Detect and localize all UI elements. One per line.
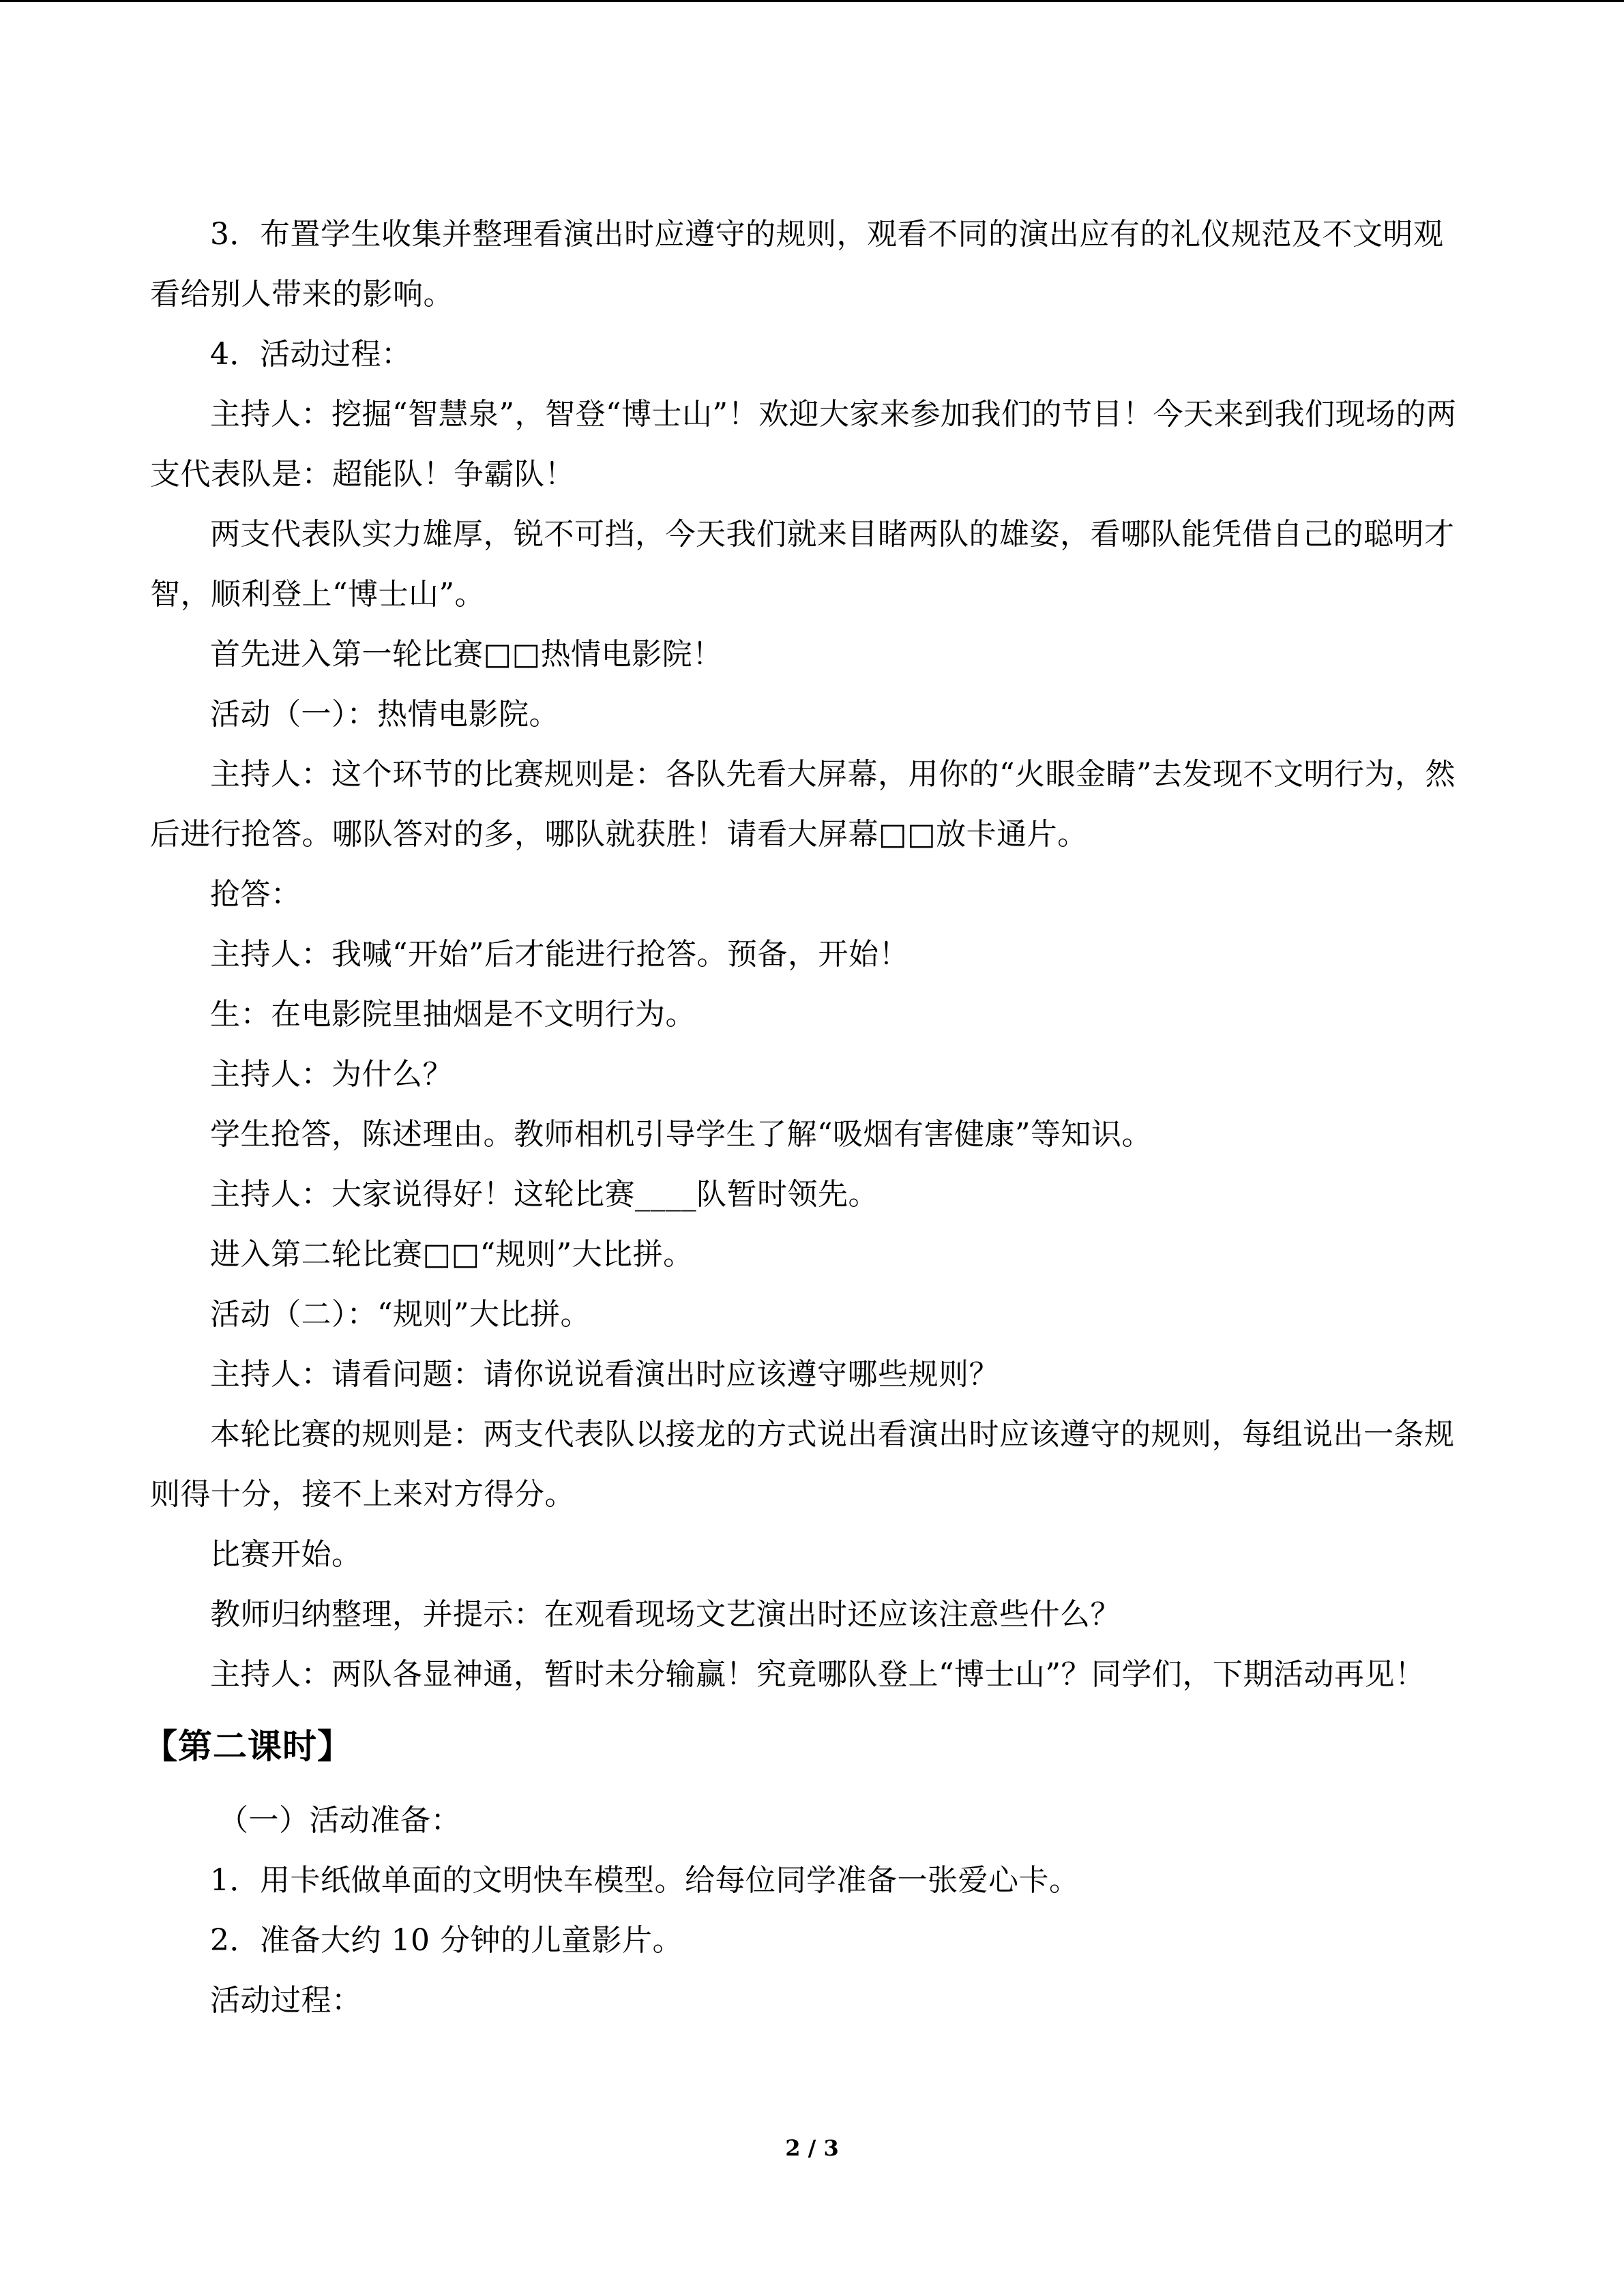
document-body <box>143 205 1473 2031</box>
paragraph: 主持人：大家说得好！这轮比赛____队暂时领先。 <box>210 1177 879 1212</box>
paragraph: 两支代表队实力雄厚，锐不可挡，今天我们就来目睹两队的雄姿，看哪队能凭借自己的聪明才智，顺利登上“博士山”。 <box>150 517 1455 612</box>
paragraph: 教师归纳整理，并提示：在观看现场文艺演出时还应该注意些什么？ <box>210 1597 1121 1632</box>
page-number: 2 / 3 <box>785 2135 839 2161</box>
paragraph: 2．准备大约 10 分钟的儿童影片。 <box>210 1923 683 1958</box>
paragraph: 活动过程： <box>210 1983 362 2018</box>
paragraph: 1．用卡纸做单面的文明快车模型。给每位同学准备一张爱心卡。 <box>210 1863 1080 1898</box>
paragraph: 抢答： <box>210 877 301 912</box>
paragraph: 主持人：为什么？ <box>210 1057 453 1092</box>
paragraph: 进入第二轮比赛□□“规则”大比拼。 <box>210 1237 694 1272</box>
paragraph: 3．布置学生收集并整理看演出时应遵守的规则，观看不同的演出应有的礼仪规范及不文明观看给别人带来的影响。 <box>150 217 1444 312</box>
paragraph: 4．活动过程： <box>210 337 412 372</box>
paragraph: 主持人：两队各显神通，暂时未分输赢！究竟哪队登上“博士山”？同学们，下期活动再见！ <box>210 1657 1426 1692</box>
paragraph: 主持人：挖掘“智慧泉”，智登“博士山”！欢迎大家来参加我们的节目！今天来到我们现场的两支代表队是：超能队！争霸队！ <box>150 397 1457 492</box>
paragraph: 生：在电影院里抽烟是不文明行为。 <box>210 997 696 1032</box>
section-heading: 【第二课时】 <box>143 1727 352 1766</box>
paragraph: 主持人：请看问题：请你说说看演出时应该遵守哪些规则？ <box>210 1357 999 1392</box>
paragraph: 比赛开始。 <box>210 1537 362 1572</box>
paragraph: 首先进入第一轮比赛□□热情电影院！ <box>210 637 723 672</box>
paragraph: 主持人：我喊“开始”后才能进行抢答。预备，开始！ <box>210 937 909 972</box>
paragraph: 学生抢答，陈述理由。教师相机引导学生了解“吸烟有害健康”等知识。 <box>210 1117 1152 1152</box>
paragraph: 活动（二）：“规则”大比拼。 <box>210 1297 591 1332</box>
paragraph: 主持人：这个环节的比赛规则是：各队先看大屏幕，用你的“火眼金睛”去发现不文明行为，然后进行抢答。哪队答对的多，哪队就获胜！请看大屏幕□□放卡通片。 <box>150 757 1456 852</box>
top-border-line <box>0 0 1624 2</box>
paragraph: （一）活动准备： <box>218 1803 461 1838</box>
paragraph: 活动（一）：热情电影院。 <box>210 697 559 732</box>
paragraph: 本轮比赛的规则是：两支代表队以接龙的方式说出看演出时应该遵守的规则，每组说出一条规则得十分，接不上来对方得分。 <box>150 1417 1455 1512</box>
